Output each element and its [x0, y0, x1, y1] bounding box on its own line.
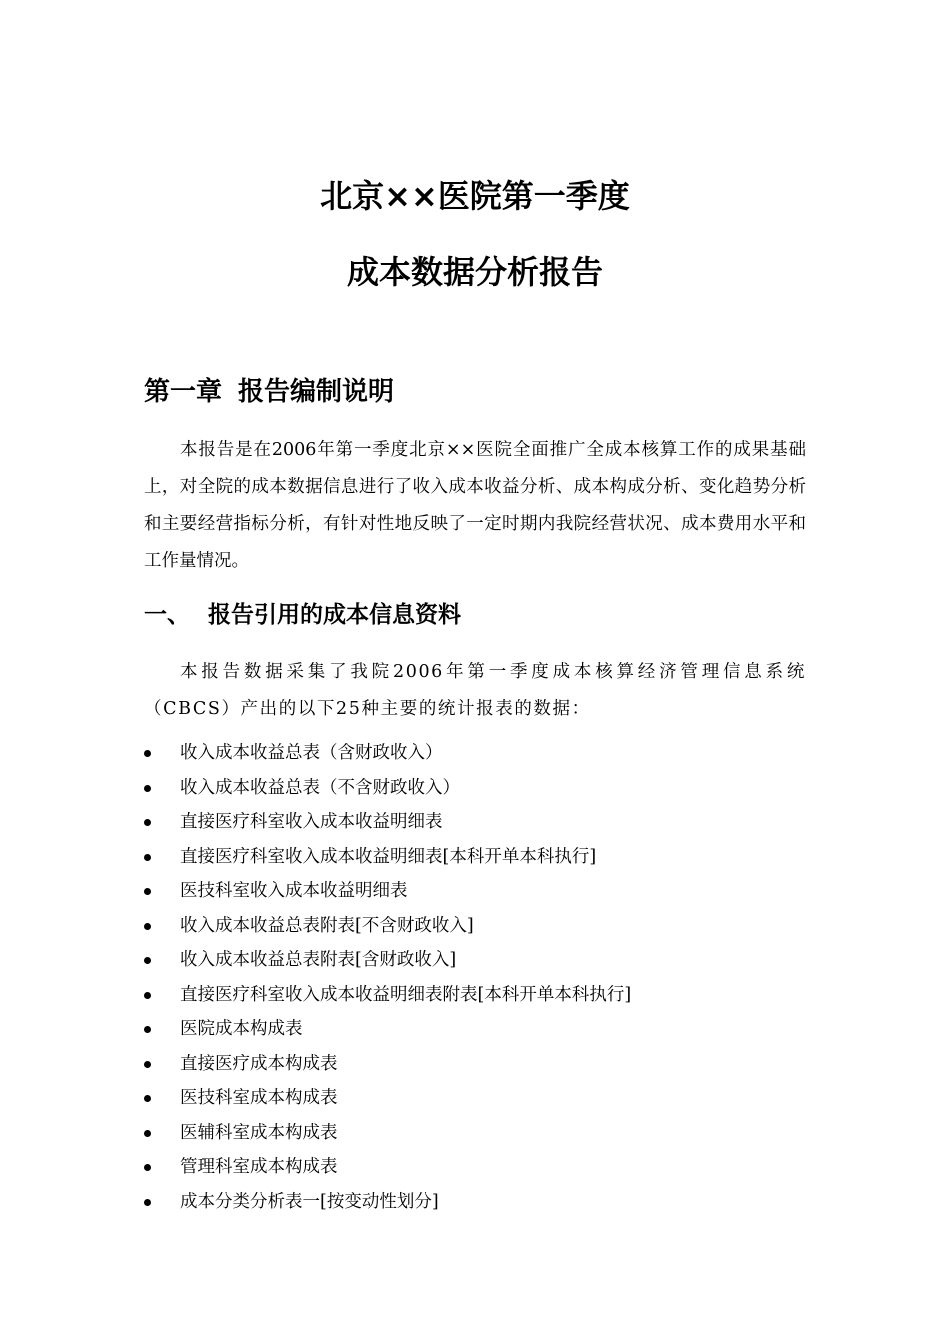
list-item-text: 收入成本收益总表（含财政收入）	[180, 743, 443, 763]
list-item	[144, 909, 631, 944]
list-item-text: 医技科室收入成本收益明细表	[180, 881, 408, 901]
list-item	[144, 943, 631, 978]
bullet-icon	[144, 1164, 151, 1171]
section-paragraph: 本报告数据采集了我院2006年第一季度成本核算经济管理信息系统（CBCS）产出的以下25种主要的统计报表的数据：	[144, 662, 806, 719]
list-item-text: 直接医疗科室收入成本收益明细表	[180, 812, 443, 832]
section-number: 一、	[144, 602, 190, 628]
list-item-text: 医技科室成本构成表	[180, 1088, 338, 1108]
section-title: 报告引用的成本信息资料	[208, 602, 461, 628]
list-item-text: 直接医疗成本构成表	[180, 1053, 338, 1074]
list-item-text: 医院成本构成表	[180, 1019, 303, 1039]
list-item	[144, 805, 631, 840]
bullet-icon	[144, 1130, 151, 1137]
list-item-text: 直接医疗科室收入成本收益明细表[本科开单本科执行]	[180, 846, 597, 867]
list-item-text: 收入成本收益总表附表[不含财政收入]	[180, 915, 474, 936]
list-item-text: 收入成本收益总表附表[含财政收入]	[180, 950, 457, 970]
bullet-icon	[144, 1061, 151, 1068]
bullet-icon	[144, 1026, 151, 1033]
bullet-icon	[144, 1199, 151, 1206]
intro-paragraph: 本报告是在2006年第一季度北京××医院全面推广全成本核算工作的成果基础上，对全院的成本数据信息进行了收入成本收益分析、成本构成分析、变化趋势分析和主要经营指标分析，有针对性地反映了一定时期内我院经营状况、成本费用水平和工作量情况。	[144, 440, 806, 571]
list-item	[144, 840, 631, 875]
list-item-text: 成本分类分析表一[按变动性划分]	[180, 1191, 439, 1212]
list-item-text: 直接医疗科室收入成本收益明细表附表[本科开单本科执行]	[180, 984, 632, 1005]
section-heading	[144, 598, 461, 632]
chapter-heading	[144, 374, 394, 410]
list-item	[144, 1185, 631, 1220]
document-title-line-2: 成本数据分析报告	[346, 253, 603, 291]
list-item	[144, 771, 631, 806]
bullet-icon	[144, 923, 151, 930]
bullet-icon	[144, 888, 151, 895]
bullet-icon	[144, 750, 151, 757]
list-item	[144, 1081, 631, 1116]
report-list	[144, 736, 631, 1219]
list-item	[144, 1116, 631, 1151]
bullet-icon	[144, 854, 151, 861]
list-item	[144, 1012, 631, 1047]
chapter-title: 报告编制说明	[238, 377, 395, 407]
bullet-icon	[144, 992, 151, 999]
bullet-icon	[144, 957, 151, 964]
list-item	[144, 1047, 631, 1082]
bullet-icon	[144, 785, 151, 792]
list-item	[144, 736, 631, 771]
list-item-text: 管理科室成本构成表	[180, 1157, 338, 1177]
document-title-line-1: 北京××医院第一季度	[320, 177, 630, 215]
list-item-text: 医辅科室成本构成表	[180, 1122, 338, 1143]
list-item	[144, 874, 631, 909]
bullet-icon	[144, 819, 151, 826]
bullet-icon	[144, 1095, 151, 1102]
chapter-label: 第一章	[144, 377, 223, 407]
list-item-text: 收入成本收益总表（不含财政收入）	[180, 777, 460, 798]
list-item	[144, 1150, 631, 1185]
list-item	[144, 978, 631, 1013]
